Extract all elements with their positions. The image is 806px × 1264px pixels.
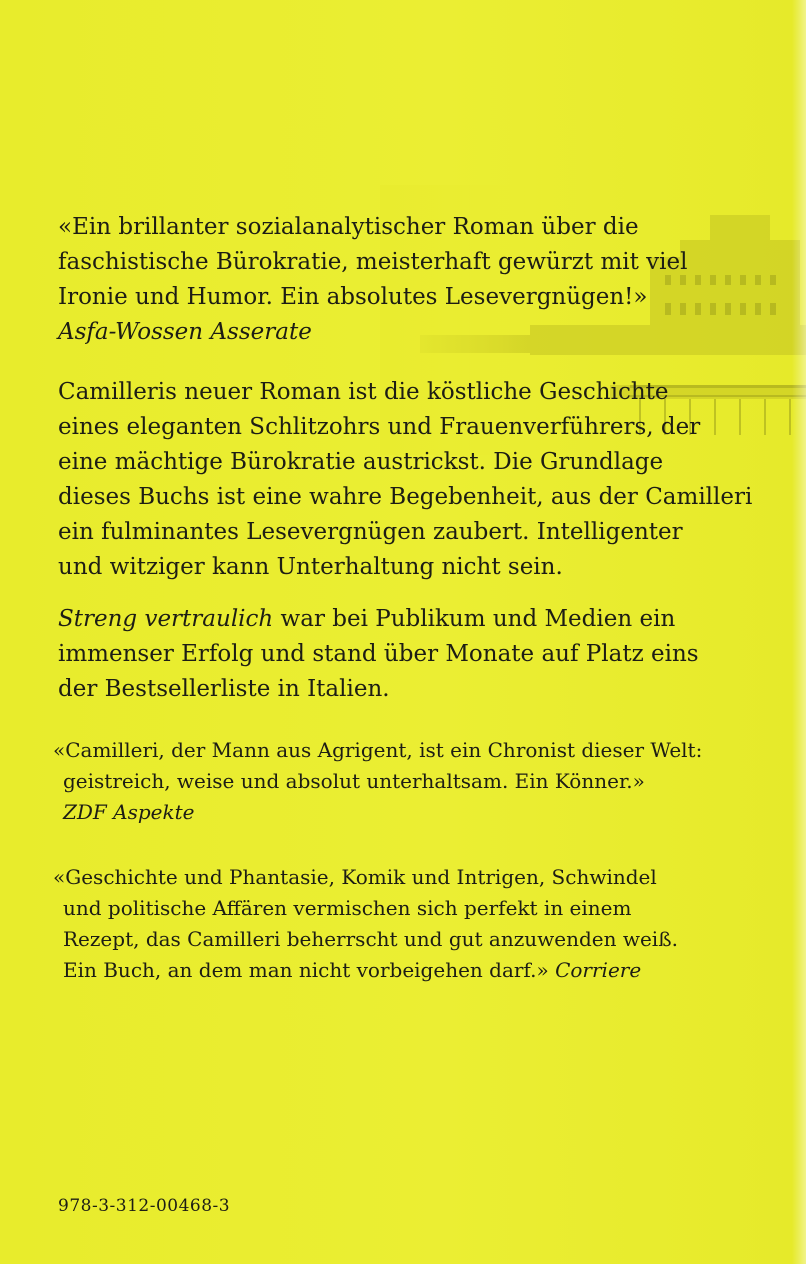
- quote-asserate: [58, 210, 806, 350]
- paragraph-line: Camilleris neuer Roman ist die köstliche Geschichte: [58, 379, 669, 405]
- paragraph-line: der Bestsellerliste in Italien.: [58, 676, 390, 702]
- isbn-number: 978-3-312-00468-3: [58, 1196, 231, 1216]
- quote-line: Rezept, das Camilleri beherrscht und gut anzuwenden weiß.: [63, 927, 678, 951]
- quote-line: und politische Affären vermischen sich perfekt in einem: [63, 896, 632, 920]
- quote-line: Ironie und Humor. Ein absolutes Lesevergnügen!»: [58, 284, 648, 310]
- quote-line: geistreich, weise und absolut unterhaltsam. Ein Könner.»: [63, 769, 645, 793]
- quote-line: [53, 955, 806, 986]
- quote-line: «Geschichte und Phantasie, Komik und Intrigen, Schwindel: [53, 865, 657, 889]
- paragraph-line: dieses Buchs ist eine wahre Begebenheit, aus der Camilleri: [58, 484, 753, 510]
- paragraph-line: ein fulminantes Lesevergnügen zaubert. Intelligenter: [58, 519, 683, 545]
- quote-line: faschistische Bürokratie, meisterhaft gewürzt mit viel: [58, 249, 688, 275]
- book-title: Streng vertraulich: [58, 606, 274, 632]
- quote-author: Corriere: [555, 958, 642, 982]
- quote-line: «Camilleri, der Mann aus Agrigent, ist ein Chronist dieser Welt:: [53, 738, 703, 762]
- success-paragraph: [58, 602, 806, 707]
- paragraph-line: eines eleganten Schlitzohrs und Frauenverführers, der: [58, 414, 701, 440]
- paragraph-line: und witziger kann Unterhaltung nicht sein.: [58, 554, 563, 580]
- paragraph-line: immenser Erfolg und stand über Monate auf Platz eins: [58, 641, 699, 667]
- quote-zdf: [53, 735, 806, 828]
- paragraph-text: war bei Publikum und Medien ein: [273, 606, 676, 632]
- quote-line: «Ein brillanter sozialanalytischer Roman über die: [58, 214, 639, 240]
- paragraph-line: [58, 602, 806, 637]
- quote-text: Ein Buch, an dem man nicht vorbeigehen darf.»: [63, 958, 556, 982]
- quote-author: Asfa-Wossen Asserate: [58, 319, 312, 345]
- quote-author: ZDF Aspekte: [63, 800, 195, 824]
- quote-corriere: [53, 862, 806, 986]
- description-paragraph: [58, 375, 806, 585]
- paragraph-line: eine mächtige Bürokratie austrickst. Die Grundlage: [58, 449, 664, 475]
